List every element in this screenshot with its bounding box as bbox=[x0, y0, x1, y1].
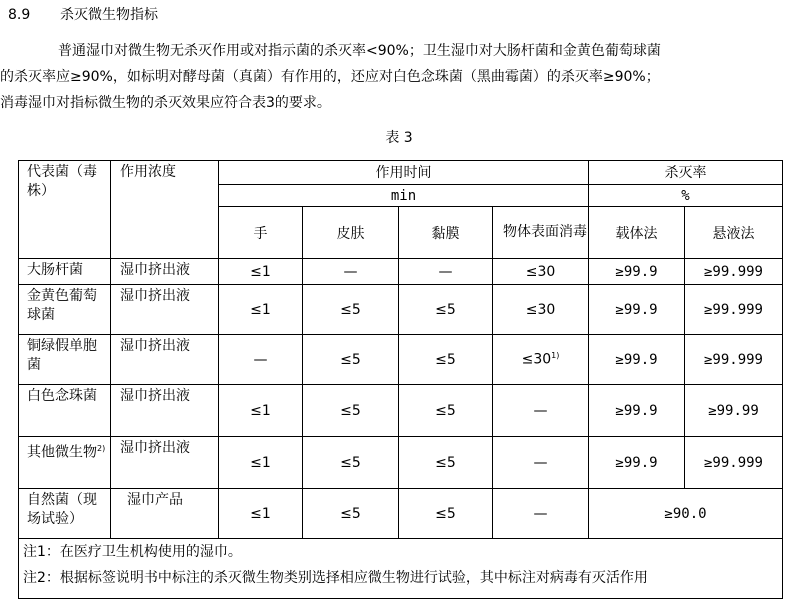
kill-rate-table bbox=[18, 160, 783, 599]
skin-cell: ≤5 bbox=[303, 489, 399, 539]
surface-cell: ≤30 bbox=[493, 259, 589, 285]
suspension-cell: ≥99.999 bbox=[685, 259, 783, 285]
concentration-cell: 湿巾挤出液 bbox=[111, 259, 219, 285]
suspension-cell: ≥99.99 bbox=[685, 385, 783, 437]
concentration-cell: 湿巾挤出液 bbox=[111, 285, 219, 335]
skin-cell: ≤5 bbox=[303, 285, 399, 335]
header-organism: 代表菌（毒株） bbox=[19, 161, 111, 259]
header-carrier-method: 载体法 bbox=[589, 207, 685, 259]
paragraph-line: 普通湿巾对微生物无杀灭作用或对指示菌的杀灭率<90%；卫生湿巾对大肠杆菌和金黄色葡萄球菌 bbox=[58, 43, 661, 59]
table-row bbox=[19, 385, 783, 437]
skin-cell: ≤5 bbox=[303, 437, 399, 489]
hand-cell: ≤1 bbox=[219, 437, 303, 489]
carrier-cell: ≥99.9 bbox=[589, 285, 685, 335]
organism-cell: 金黄色葡萄球菌 bbox=[19, 285, 111, 335]
organism-cell: 其他微生物$^{2)}$ bbox=[19, 437, 111, 489]
section-title: 杀灭微生物指标 bbox=[60, 7, 158, 23]
surface-cell: — bbox=[493, 385, 589, 437]
header-kill-rate-unit: % bbox=[589, 185, 783, 207]
requirements-paragraph bbox=[0, 38, 797, 116]
organism-cell: 自然菌（现场试验） bbox=[19, 489, 111, 539]
carrier-cell: ≥99.9 bbox=[589, 385, 685, 437]
header-surface: 物体表面消毒 bbox=[493, 207, 589, 259]
concentration-cell: 湿巾挤出液 bbox=[111, 335, 219, 385]
note-line: 注2：根据标签说明书中标注的杀灭微生物类别选择相应微生物进行试验，其中标注对病毒有灭活作用 bbox=[23, 570, 648, 586]
hand-cell: ≤1 bbox=[219, 259, 303, 285]
carrier-cell: ≥99.9 bbox=[589, 335, 685, 385]
concentration-cell: 湿巾挤出液 bbox=[111, 385, 219, 437]
table-row bbox=[19, 437, 783, 489]
header-hand: 手 bbox=[219, 207, 303, 259]
mucosa-cell: ≤5 bbox=[399, 489, 493, 539]
concentration-cell: 湿巾产品 bbox=[111, 489, 219, 539]
footnote-marker: 2) bbox=[97, 444, 106, 453]
table-title: 表 3 bbox=[385, 130, 413, 146]
hand-cell: ≤1 bbox=[219, 489, 303, 539]
paragraph-line: 消毒湿巾对指标微生物的杀灭效果应符合表3的要求。 bbox=[0, 95, 331, 111]
table-row bbox=[19, 489, 783, 539]
organism-cell: 白色念珠菌 bbox=[19, 385, 111, 437]
header-concentration: 作用浓度 bbox=[111, 161, 219, 259]
header-time: 作用时间 bbox=[219, 161, 589, 185]
suspension-cell: ≥99.999 bbox=[685, 437, 783, 489]
section-number: 8.9 bbox=[8, 7, 31, 23]
concentration-cell: 湿巾挤出液 bbox=[111, 437, 219, 489]
carrier-cell: ≥99.9 bbox=[589, 259, 685, 285]
surface-cell: — bbox=[493, 489, 589, 539]
header-time-unit: min bbox=[219, 185, 589, 207]
surface-cell: ≤30 bbox=[493, 285, 589, 335]
surface-cell: ≤30$^{1)}$ bbox=[493, 335, 589, 385]
table-row bbox=[19, 335, 783, 385]
section-heading bbox=[8, 4, 158, 24]
skin-cell: ≤5 bbox=[303, 385, 399, 437]
mucosa-cell: ≤5 bbox=[399, 335, 493, 385]
suspension-cell: ≥99.999 bbox=[685, 335, 783, 385]
footnote-marker: 1) bbox=[551, 351, 560, 361]
hand-cell: — bbox=[219, 335, 303, 385]
organism-cell: 大肠杆菌 bbox=[19, 259, 111, 285]
hand-cell: ≤1 bbox=[219, 385, 303, 437]
organism-cell: 铜绿假单胞菌 bbox=[19, 335, 111, 385]
header-skin: 皮肤 bbox=[303, 207, 399, 259]
note-line: 注1：在医疗卫生机构使用的湿巾。 bbox=[23, 544, 242, 560]
mucosa-cell: ≤5 bbox=[399, 437, 493, 489]
header-suspension-method: 悬液法 bbox=[685, 207, 783, 259]
table-row bbox=[19, 285, 783, 335]
merged-kill-rate-cell: ≥90.0 bbox=[589, 489, 783, 539]
mucosa-cell: — bbox=[399, 259, 493, 285]
mucosa-cell: ≤5 bbox=[399, 285, 493, 335]
suspension-cell: ≥99.999 bbox=[685, 285, 783, 335]
skin-cell: ≤5 bbox=[303, 335, 399, 385]
paragraph-line: 的杀灭率应≥90%，如标明对酵母菌（真菌）有作用的，还应对白色念珠菌（黑曲霉菌）的杀灭率≥90%； bbox=[0, 69, 660, 85]
table-row bbox=[19, 259, 783, 285]
skin-cell: — bbox=[303, 259, 399, 285]
header-mucosa: 黏膜 bbox=[399, 207, 493, 259]
table-notes bbox=[19, 539, 783, 599]
header-kill-rate: 杀灭率 bbox=[589, 161, 783, 185]
hand-cell: ≤1 bbox=[219, 285, 303, 335]
surface-cell: — bbox=[493, 437, 589, 489]
carrier-cell: ≥99.9 bbox=[589, 437, 685, 489]
mucosa-cell: ≤5 bbox=[399, 385, 493, 437]
